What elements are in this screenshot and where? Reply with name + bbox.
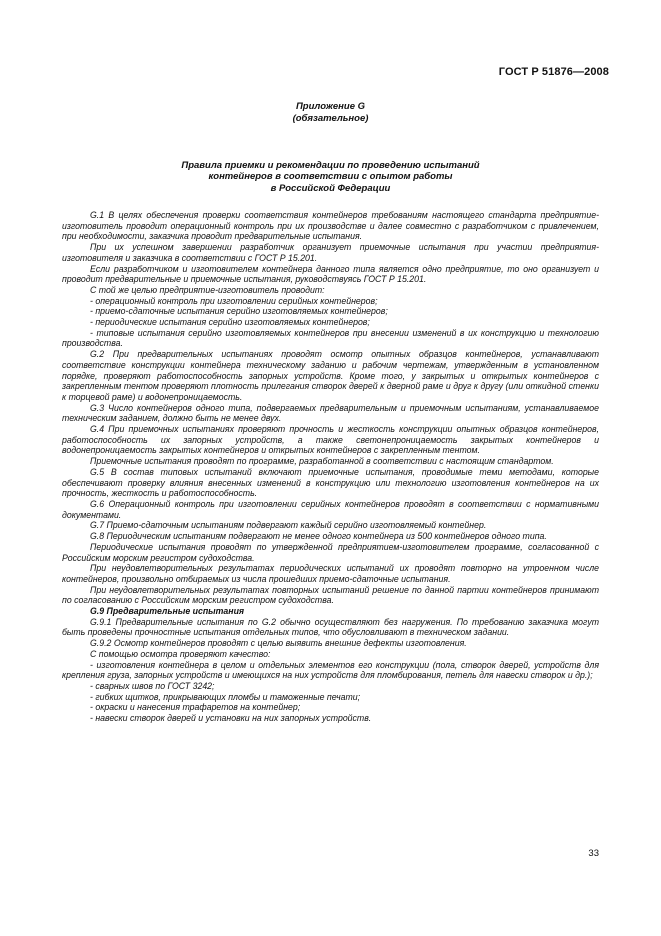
subsection-heading: G.9 Предварительные испытания — [90, 606, 245, 617]
page-number: 33 — [588, 848, 599, 859]
list-item: - периодические испытания серийно изготовляемых контейнеров; — [90, 317, 370, 328]
paragraph: Если разработчиком и изготовителем контейнера данного типа является одно предприятие, то оно организует и проводит предварительные и приемочные испытания, руководствуясь ГОСТ Р 15.201. — [62, 263, 599, 285]
list-item: - гибких щитков, прикрывающих пломбы и таможенные печати; — [90, 691, 361, 702]
appendix-status: (обязательное) — [292, 113, 369, 124]
paragraph: При неудовлетворительных результатах периодических испытаний их проводят повторно на утроенном числе контейнеров, произвольно отбираемых из числа прошедших приемо-сдаточные испытания. — [62, 563, 599, 584]
paragraph: С помощью осмотра проверяют качество: — [90, 648, 271, 659]
paragraph: G.7 Приемо-сдаточным испытаниям подвергают каждый серийно изготовляемый контейнер. — [90, 520, 487, 531]
section-title-line: контейнеров в соответствии с опытом работы — [208, 171, 453, 183]
paragraph: Приемочные испытания проводят по программе, разработанной в соответствии с настоящим стандартом. — [90, 456, 554, 467]
paragraph: G.9.2 Осмотр контейнеров проводят с целью выявить внешние дефекты изготовления. — [90, 638, 467, 649]
section-title-line: в Российской Федерации — [270, 182, 391, 194]
paragraph: G.8 Периодическим испытаниям подвергают не менее одного контейнера из 500 контейнеров одного типа. — [90, 531, 547, 542]
paragraph: G.1 В целях обеспечения проверки соответствия контейнеров требованиям настоящего стандарта предприятие-изготовитель проводит операционный контроль при их производстве и далее совместно с разработчиком с привлечением, при необходимости, заказчика проводит предварительные испытания. — [62, 210, 599, 242]
paragraph: G.5 В состав типовых испытаний включают приемочные испытания, проводимые теми методами, которые обеспечивают проверку влияния внесенных изменений в конструкцию или технологию изготовления контейнеров на их прочность, жесткость и работоспособность. — [62, 466, 599, 499]
appendix-label: Приложение G — [295, 101, 366, 112]
paragraph: G.2 При предварительных испытаниях проводят осмотр опытных образцов контейнеров, устанавливают соответствие конструкции контейнера техническому заданию и рабочим чертежам, утвержденным в установленном порядке, проверяют работоспособность запорных устройств. Кроме того, у закрытых и открытых контейнеров с закрепленным тентом проверяют плотность прилегания створок дверей к дверной раме и друг к другу (или откидной стенки к торцевой раме) и водонепроницаемость. — [62, 349, 599, 402]
list-item: - окраски и нанесения трафаретов на контейнер; — [90, 702, 301, 713]
list-item: - операционный контроль при изготовлении серийных контейнеров; — [90, 295, 378, 306]
document-code: ГОСТ Р 51876—2008 — [498, 66, 609, 78]
list-item: - навески створок дверей и установки на них запорных устройств. — [90, 713, 372, 724]
body-text — [62, 210, 599, 724]
list-item: - сварных швов по ГОСТ 3242; — [90, 680, 215, 691]
section-title-line: Правила приемки и рекомендации по проведению испытаний — [181, 160, 480, 171]
list-item: - изготовления контейнера в целом и отдельных элементов его конструкции (пола, створок дверей, устройств для крепления груза, запорных устройств и имеющихся на них устройств для пломбирования, петель для навески створок и др.); — [62, 659, 599, 681]
paragraph: G.6 Операционный контроль при изготовлении серийных контейнеров проводят в соответствии с нормативными документами. — [62, 498, 599, 520]
paragraph: G.4 При приемочных испытаниях проверяют прочность и жесткость конструкции опытных образцов контейнеров, работоспособность их запорных устройств, а также светонепроницаемость закрытых контейнеров и водонепроницаемость закрытых контейнеров и открытых контейнеров с закрепленным тентом. — [62, 424, 599, 456]
list-item: - приемо-сдаточные испытания серийно изготовляемых контейнеров; — [90, 306, 388, 317]
paragraph: G.9.1 Предварительные испытания по G.2 обычно осуществляют без нагружения. По требованию заказчика могут быть проведены прочностные испытания отдельных типов, что обусловливают в техническом задании. — [62, 616, 599, 638]
paragraph: Периодические испытания проводят по утвержденной предприятием-изготовителем программе, согласованной с Российским морским регистром судоходства. — [62, 541, 599, 563]
paragraph: G.3 Число контейнеров одного типа, подвергаемых предварительным и приемочным испытаниям, устанавливаемое техническим заданием, должно быть не менее двух. — [62, 402, 599, 424]
section-title — [0, 160, 661, 194]
paragraph: При неудовлетворительных результатах повторных испытаний решение по данной партии контейнеров принимают по согласованию с Российским морским регистром судоходства. — [62, 584, 599, 606]
paragraph: При их успешном завершении разработчик организует приемочные испытания при участии предприятия-изготовителя и заказчика в соответствии с ГОСТ Р 15.201. — [62, 242, 599, 263]
paragraph: С той же целью предприятие-изготовитель проводит: — [90, 284, 325, 295]
list-item: - типовые испытания серийно изготовляемых контейнеров при внесении изменений в их конструкцию и технологию производства. — [62, 327, 599, 349]
